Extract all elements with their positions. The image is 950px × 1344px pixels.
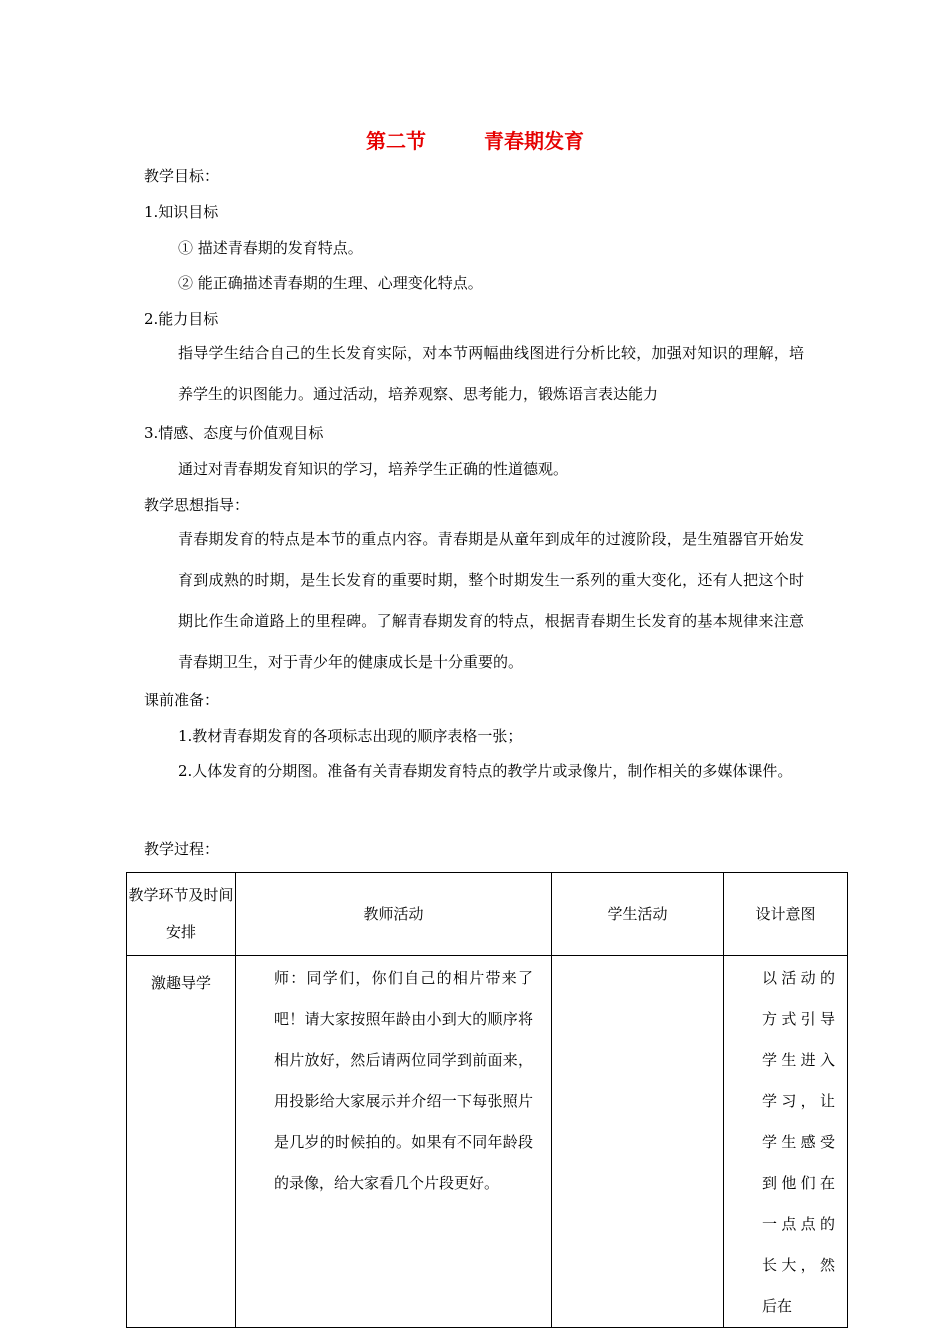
design-intent-text: 以活动的方式引导学生进入学习，让学生感受到他们在一点点的长大，然后在 — [762, 969, 835, 1315]
ability-heading: 2.能力目标 — [144, 310, 219, 328]
guide-paragraph — [144, 519, 804, 683]
guide-heading: 教学思想指导： — [144, 496, 250, 514]
emotion-text: 通过对青春期发育知识的学习，培养学生正确的性道德观。 — [178, 460, 569, 478]
page-title — [0, 125, 950, 154]
header-design-intent: 设计意图 — [724, 873, 848, 956]
lesson-process-table — [126, 872, 848, 1328]
knowledge-heading: 1.知识目标 — [144, 203, 219, 221]
objectives-heading: 教学目标： — [144, 167, 220, 185]
guide-text: 青春期发育的特点是本节的重点内容。青春期是从童年到成年的过渡阶段，是生殖器官开始发育到成熟的时期，是生长发育的重要时期，整个时期发生一系列的重大变化，还有人把这个时期比作生命道路上的里程碑。了解青春期发育的特点，根据青春期生长发育的基本规律来注意青春期卫生，对于青少年的健康成长是十分重要的。 — [178, 530, 804, 671]
cell-student-activity — [552, 956, 724, 1328]
cell-teacher-activity — [236, 956, 552, 1328]
teacher-activity-text: 师：同学们，你们自己的相片带来了吧！请大家按照年龄由小到大的顺序将相片放好，然后请两位同学到前面来，用投影给大家展示并介绍一下每张照片是几岁的时候拍的。如果有不同年龄段的录像，给大家看几个片段更好。 — [274, 969, 533, 1192]
prep-heading: 课前准备： — [144, 691, 220, 709]
table-header-row — [127, 873, 848, 956]
title-topic: 青春期发育 — [484, 129, 584, 153]
emotion-heading: 3.情感、态度与价值观目标 — [144, 424, 324, 442]
title-section-number: 第二节 — [366, 129, 426, 153]
cell-design-intent — [724, 956, 848, 1328]
ability-text: 指导学生结合自己的生长发育实际，对本节两幅曲线图进行分析比较，加强对知识的理解，培养学生的识图能力。通过活动，培养观察、思考能力，锻炼语言表达能力 — [178, 344, 804, 403]
prep-item-2: 2.人体发育的分期图。准备有关青春期发育特点的教学片或录像片，制作相关的多媒体课件。 — [178, 762, 793, 780]
prep-paragraph — [144, 751, 804, 792]
knowledge-item-1: ① 描述青春期的发育特点。 — [178, 239, 363, 257]
process-heading: 教学过程： — [144, 840, 220, 858]
header-stage: 教学环节及时间安排 — [127, 873, 236, 956]
knowledge-item-2: ② 能正确描述青春期的生理、心理变化特点。 — [178, 274, 483, 292]
prep-item-1: 1.教材青春期发育的各项标志出现的顺序表格一张； — [178, 727, 523, 745]
header-student-activity: 学生活动 — [552, 873, 724, 956]
header-teacher-activity: 教师活动 — [236, 873, 552, 956]
table-row — [127, 956, 848, 1328]
ability-paragraph — [144, 333, 804, 415]
cell-stage: 激趣导学 — [127, 956, 236, 1328]
